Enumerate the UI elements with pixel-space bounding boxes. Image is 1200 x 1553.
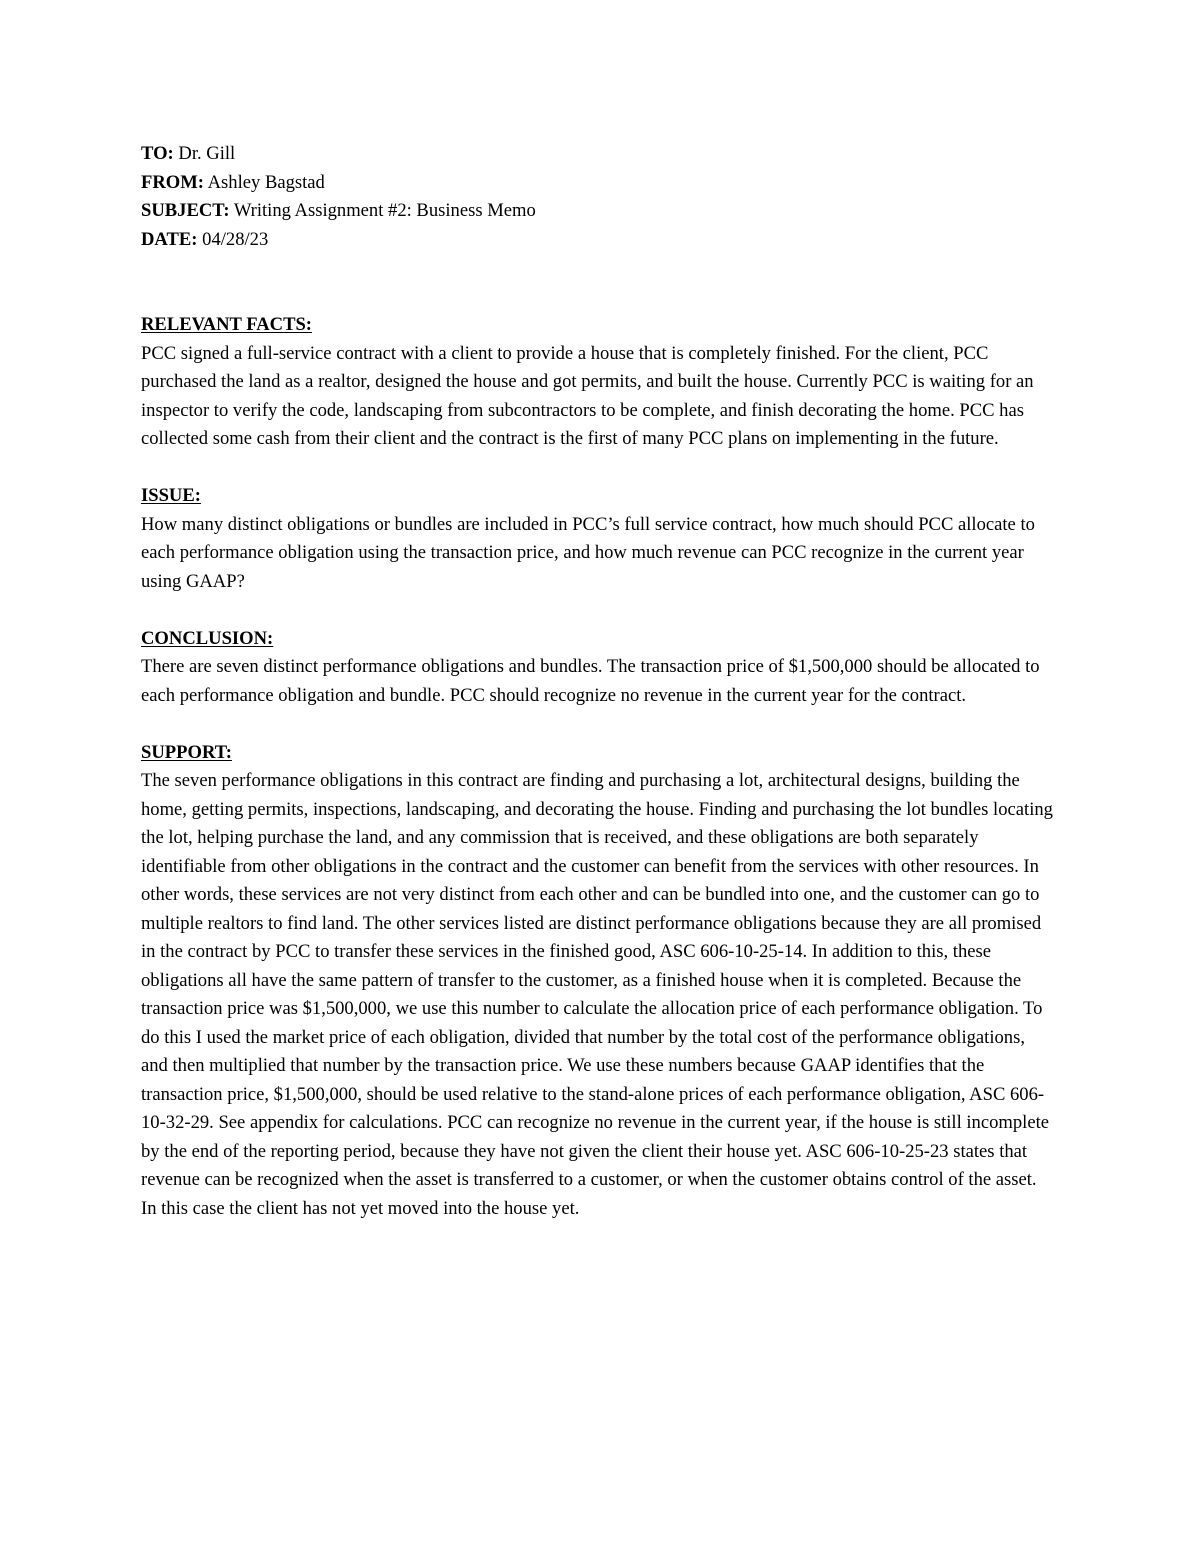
memo-subject-label: SUBJECT:: [141, 200, 230, 221]
section-title-relevant-facts: RELEVANT FACTS:: [141, 314, 313, 335]
section-conclusion: [141, 625, 1056, 711]
memo-to-value: Dr. Gill: [178, 143, 236, 164]
memo-subject-line: [141, 197, 1056, 226]
memo-to-line: [141, 140, 1056, 169]
section-body-issue: How many distinct obligations or bundles are included in PCC’s full service contract, how much should PCC allocate to each performance obligation using the transaction price, and how much revenue can PCC recognize in the current year using GAAP?: [141, 513, 1035, 592]
memo-date-line: [141, 226, 1056, 255]
section-body-relevant-facts: PCC signed a full-service contract with a client to provide a house that is completely finished. For the client, PCC purchased the land as a realtor, designed the house and got permits, and built the house. Currently PCC is waiting for an inspector to verify the code, landscaping from subcontractors to be complete, and finish decorating the home. PCC has collected some cash from their client and the contract is the first of many PCC plans on implementing in the future.: [141, 342, 1034, 449]
memo-content: [141, 140, 1056, 1252]
section-support: [141, 739, 1056, 1224]
memo-date-value: 04/28/23: [202, 228, 269, 250]
memo-from-value: Ashley Bagstad: [207, 171, 325, 193]
section-issue: [141, 482, 1056, 596]
memo-header: [141, 140, 1056, 254]
section-title-conclusion: CONCLUSION:: [141, 627, 274, 649]
section-relevant-facts: [141, 311, 1056, 454]
memo-subject-value: Writing Assignment #2: Business Memo: [233, 200, 536, 221]
memo-from-label: FROM:: [141, 171, 204, 193]
memo-to-label: TO:: [141, 143, 174, 164]
section-title-support: SUPPORT:: [141, 741, 232, 763]
section-body-conclusion: There are seven distinct performance obligations and bundles. The transaction price of $1,500,000 should be allocated to each performance obligation and bundle. PCC should recognize no revenue in the current year for the contract.: [141, 656, 1040, 706]
section-title-issue: ISSUE:: [141, 485, 201, 506]
memo-date-label: DATE:: [141, 228, 198, 250]
section-body-support: The seven performance obligations in this contract are finding and purchasing a lot, architectural designs, building the home, getting permits, inspections, landscaping, and decorating the house. Finding and purchasing the lot bundles locating the lot, helping purchase the land, and any commission that is received, and these obligations are both separately identifiable from other obligations in the contract and the customer can benefit from the services with other resources. In other words, these services are not very distinct from each other and can be bundled into one, and the customer can go to multiple realtors to find land. The other services listed are distinct performance obligations because they are all promised in the contract by PCC to transfer these services in the finished good, ASC 606-10-25-14. In addition to this, these obligations all have the same pattern of transfer to the customer, as a finished house when it is completed. Because the transaction price was $1,500,000, we use this number to calculate the allocation price of each performance obligation. To do this I used the market price of each obligation, divided that number by the total cost of the performance obligations, and then multiplied that number by the transaction price. We use these numbers because GAAP identifies that the transaction price, $1,500,000, should be used relative to the stand-alone prices of each performance obligation, ASC 606-10-32-29. See appendix for calculations. PCC can recognize no revenue in the current year, if the house is still incomplete by the end of the reporting period, because they have not given the client their house yet. ASC 606-10-25-23 states that revenue can be recognized when the asset is transferred to a customer, or when the customer obtains control of the asset. In this case the client has not yet moved into the house yet.: [141, 770, 1053, 1219]
memo-from-line: [141, 169, 1056, 198]
